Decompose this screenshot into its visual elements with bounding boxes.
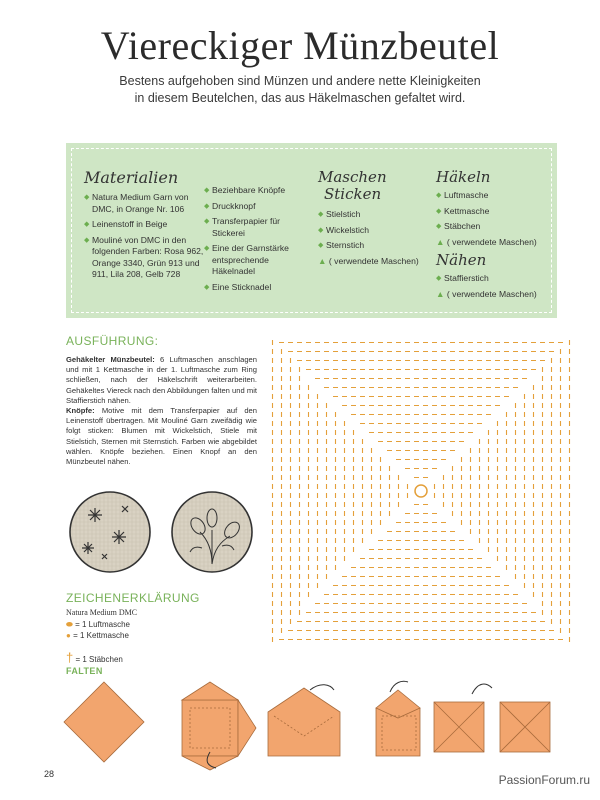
embroidered-buttons xyxy=(62,488,262,578)
material-item: ◆ Eine Sticknadel xyxy=(204,282,302,294)
legend-heading: ZEICHENERKLÄRUNG xyxy=(66,591,200,605)
legend-staebchen: † = 1 Stäbchen xyxy=(66,650,123,665)
fold-step-2 xyxy=(182,682,256,770)
fold-step-4 xyxy=(376,690,420,756)
crochet-chart xyxy=(268,338,574,644)
material-item: ◆ Natura Medium Garn von DMC, in Orange Nr. 106 xyxy=(84,192,204,215)
haekeln-column xyxy=(436,169,554,300)
legend-yarn: Natura Medium DMC xyxy=(66,608,138,617)
maschen-column xyxy=(318,169,433,267)
naehen-heading: Nähen xyxy=(436,251,487,269)
maschen-heading: Maschen xyxy=(318,168,387,186)
stitch-item: ◆ Luftmasche xyxy=(436,190,554,202)
paragraph-muenzbeutel: Gehäkelter Münzbeutel: 6 Luftmaschen anschlagen und mit 1 Kettmasche in der 1. Luftmasche zum Ring schließen, nach der Häkelschrift weiterarbeiten. Gehäkeltes Viereck nach den Abbildungen falten und mit Staffierstich nähen. xyxy=(66,355,257,405)
materials-heading: Materialien xyxy=(84,168,179,187)
legend-luftmasche: ⬬ = 1 Luftmasche xyxy=(66,620,130,629)
triangle-icon: ▲ xyxy=(436,288,445,299)
materials-column-a xyxy=(84,169,204,285)
ausfuehrung-text xyxy=(66,355,257,467)
stitch-item: ◆ Stäbchen xyxy=(436,221,554,233)
maschen-note: ▲ ( verwendete Maschen) xyxy=(318,255,419,266)
haekeln-note: ▲ ( verwendete Maschen) xyxy=(436,236,537,247)
flower-button-icon xyxy=(172,492,252,572)
fold-step-6 xyxy=(500,702,550,752)
triangle-icon: ▲ xyxy=(436,236,445,247)
triangle-icon: ▲ xyxy=(318,255,327,266)
stitch-item: ◆ Wickelstich xyxy=(318,225,433,237)
page-title: Viereckiger Münzbeutel xyxy=(100,23,500,68)
material-item: ◆ Beziehbare Knöpfe xyxy=(204,185,302,197)
dot-icon: ● xyxy=(66,631,71,640)
material-item: ◆ Transferpapier für Stickerei xyxy=(204,216,302,239)
fold-step-5 xyxy=(434,702,484,752)
page-number: 28 xyxy=(44,769,55,779)
stitch-item: ◆ Sternstich xyxy=(318,240,433,252)
materials-column-b xyxy=(204,185,302,297)
stitch-item: ◆ Kettmasche xyxy=(436,206,554,218)
watermark: PassionForum.ru xyxy=(498,773,590,787)
oval-icon: ⬬ xyxy=(66,620,73,629)
naehen-note: ▲ ( verwendete Maschen) xyxy=(436,288,537,299)
folding-diagrams xyxy=(60,672,580,772)
paragraph-knoepfe: Knöpfe: Motive mit dem Transferpapier auf den Leinenstoff übertragen. Mit Mouliné Garn zweifädig wie folgt sticken: Blumen mit Wickelstich, Stiele mit Stielstich, Sternen mit Sternstich. Farben wie abgebildet wählen. Knöpfe beziehen. Einen Knopf an den Münzbeutel nähen. xyxy=(66,406,257,467)
ausfuehrung-heading: AUSFÜHRUNG: xyxy=(66,334,159,348)
subtitle-line-1: Bestens aufgehoben sind Münzen und andere nette Kleinigkeiten xyxy=(119,74,481,88)
falten-heading: FALTEN xyxy=(66,666,103,676)
stitch-item: ◆ Staffierstich xyxy=(436,273,554,285)
fold-step-1 xyxy=(64,682,144,762)
material-item: ◆ Leinenstoff in Beige xyxy=(84,219,204,231)
material-item: ◆ Eine der Garnstärke entsprechende Häkelnadel xyxy=(204,243,302,278)
haekeln-heading: Häkeln xyxy=(436,168,491,186)
star-button-icon xyxy=(70,492,150,572)
material-item: ◆ Mouliné von DMC in den folgenden Farben: Rosa 962, Orange 3340, Grün 913 und 911, Lila 208, Gelb 728 xyxy=(84,235,204,281)
sticken-heading: Sticken xyxy=(324,185,382,203)
fold-step-3 xyxy=(268,688,340,756)
stick-icon: † xyxy=(66,650,74,665)
materials-box xyxy=(66,143,557,318)
subtitle-line-2: in diesem Beutelchen, das aus Häkelmaschen gefaltet wird. xyxy=(134,91,466,105)
material-item: ◆ Druckknopf xyxy=(204,201,302,213)
subtitle xyxy=(90,73,510,107)
legend-kettmasche: ● = 1 Kettmasche xyxy=(66,631,129,640)
stitch-item: ◆ Stielstich xyxy=(318,209,433,221)
